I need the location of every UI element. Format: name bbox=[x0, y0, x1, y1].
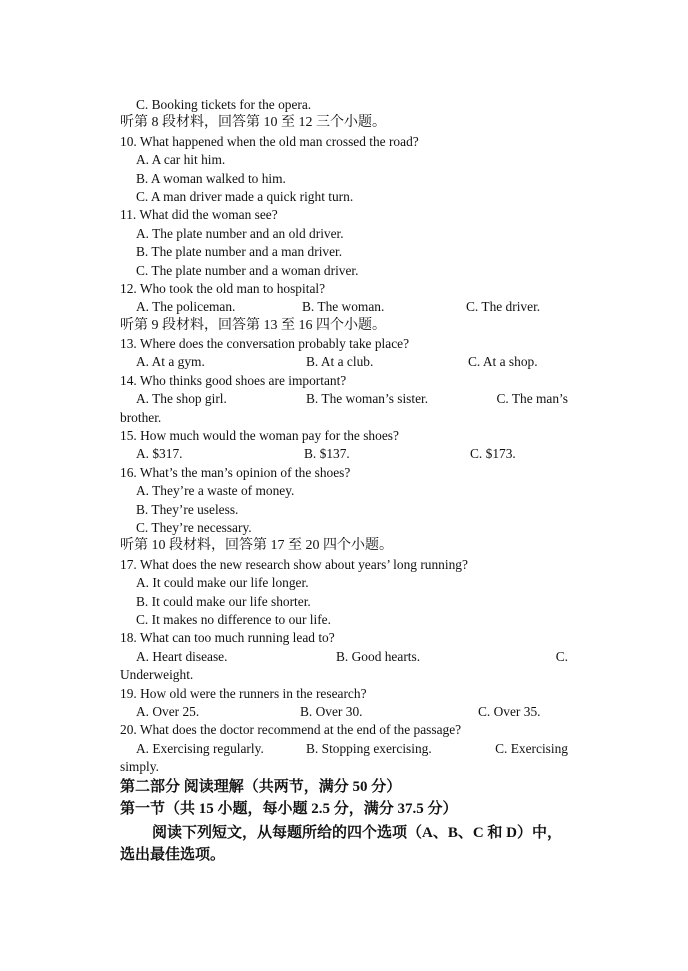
part-heading: 第二部分 阅读理解（共两节，满分 50 分） bbox=[120, 779, 402, 796]
option-20a: A. Exercising regularly. bbox=[136, 740, 264, 756]
options-15 bbox=[120, 445, 570, 463]
option-20c-cont: simply. bbox=[120, 759, 159, 775]
question-16: 16. What’s the man’s opinion of the shoes? bbox=[120, 464, 351, 480]
question-13: 13. Where does the conversation probably take place? bbox=[120, 336, 410, 352]
question-19: 19. How old were the runners in the research? bbox=[120, 685, 367, 701]
option-11c: C. The plate number and a woman driver. bbox=[136, 262, 359, 278]
option-20c: C. Exercising bbox=[495, 740, 568, 756]
option-12b: B. The woman. bbox=[302, 299, 385, 315]
option-10a: A. A car hit him. bbox=[136, 152, 226, 168]
option-11a: A. The plate number and an old driver. bbox=[136, 225, 344, 241]
option-15b: B. $137. bbox=[304, 446, 350, 462]
option-14b: B. The woman’s sister. bbox=[306, 391, 429, 407]
option-10c: C. A man driver made a quick right turn. bbox=[136, 188, 354, 204]
options-18 bbox=[120, 648, 570, 666]
option-16a: A. They’re a waste of money. bbox=[136, 483, 295, 499]
options-19 bbox=[120, 703, 570, 721]
option-16b: B. They’re useless. bbox=[136, 501, 239, 517]
section-header: 听第 9 段材料，回答第 13 至 16 四个小题。 bbox=[120, 317, 386, 333]
option-15a: A. $317. bbox=[136, 446, 183, 462]
question-14: 14. Who thinks good shoes are important? bbox=[120, 372, 347, 388]
option-12a: A. The policeman. bbox=[136, 299, 236, 315]
option-19c: C. Over 35. bbox=[478, 703, 541, 719]
options-13 bbox=[120, 353, 570, 371]
option-19b: B. Over 30. bbox=[300, 703, 363, 719]
section-heading: 第一节（共 15 小题，每小题 2.5 分，满分 37.5 分） bbox=[120, 801, 458, 818]
document-page bbox=[120, 96, 570, 866]
option-18c: C. bbox=[555, 648, 568, 664]
option-line: C. Booking tickets for the opera. bbox=[136, 97, 312, 112]
section-header: 听第 8 段材料，回答第 10 至 12 三个小题。 bbox=[120, 115, 386, 131]
instructions: 阅读下列短文，从每题所给的四个选项（A、B、C 和 D）中，选出最佳选项。 bbox=[120, 825, 563, 864]
option-18c-cont: Underweight. bbox=[120, 667, 194, 683]
option-18b: B. Good hearts. bbox=[336, 648, 421, 664]
option-17c: C. It makes no difference to our life. bbox=[136, 611, 331, 627]
question-20: 20. What does the doctor recommend at the end of the passage? bbox=[120, 722, 462, 738]
option-18a: A. Heart disease. bbox=[136, 648, 228, 664]
question-15: 15. How much would the woman pay for the shoes? bbox=[120, 428, 399, 444]
options-20 bbox=[120, 740, 570, 758]
question-12: 12. Who took the old man to hospital? bbox=[120, 280, 326, 296]
question-18: 18. What can too much running lead to? bbox=[120, 630, 335, 646]
option-14c: C. The man’s bbox=[496, 391, 568, 407]
option-20b: B. Stopping exercising. bbox=[306, 740, 432, 756]
option-10b: B. A woman walked to him. bbox=[136, 170, 286, 186]
question-10: 10. What happened when the old man crossed the road? bbox=[120, 133, 419, 149]
option-16c: C. They’re necessary. bbox=[136, 519, 252, 535]
option-19a: A. Over 25. bbox=[136, 703, 200, 719]
option-12c: C. The driver. bbox=[466, 299, 541, 315]
question-17: 17. What does the new research show about years’ long running? bbox=[120, 556, 468, 572]
option-14c-cont: brother. bbox=[120, 409, 162, 425]
option-13a: A. At a gym. bbox=[136, 354, 205, 370]
question-11: 11. What did the woman see? bbox=[120, 207, 278, 223]
options-14 bbox=[120, 390, 570, 408]
option-13b: B. At a club. bbox=[306, 354, 374, 370]
option-17b: B. It could make our life shorter. bbox=[136, 593, 311, 609]
section-header: 听第 10 段材料，回答第 17 至 20 四个小题。 bbox=[120, 538, 393, 554]
option-15c: C. $173. bbox=[470, 446, 516, 462]
option-13c: C. At a shop. bbox=[468, 354, 538, 370]
option-14a: A. The shop girl. bbox=[136, 391, 227, 407]
option-11b: B. The plate number and a man driver. bbox=[136, 244, 343, 260]
option-17a: A. It could make our life longer. bbox=[136, 575, 309, 591]
options-12 bbox=[120, 298, 570, 316]
